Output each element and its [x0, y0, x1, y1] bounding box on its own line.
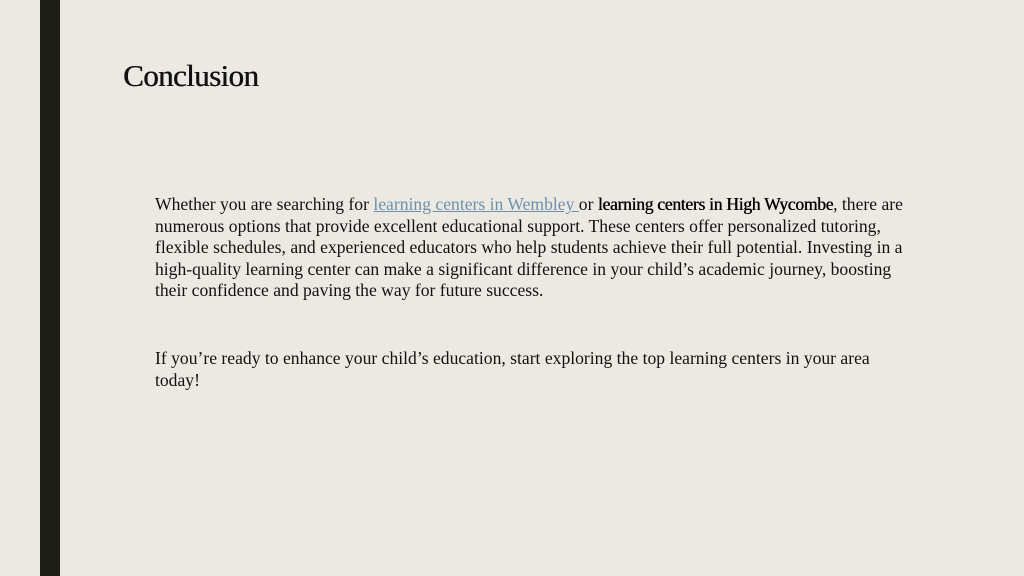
paragraph-call-to-action: If you’re ready to enhance your child’s education, start exploring the top learning centers in your area today!	[155, 347, 870, 390]
slide-title: Conclusion	[123, 58, 259, 93]
left-accent-bar	[40, 0, 60, 576]
slide-body	[155, 194, 915, 391]
link-learning-centers-wembley[interactable]: learning centers in Wembley	[373, 194, 579, 214]
intro-text: Whether you are searching for	[155, 194, 374, 214]
paragraph-intro	[155, 194, 915, 302]
paragraph-rest-text: , there are numerous options that provide excellent educational support. These centers offer personalized tutoring, flexible schedules, and experienced educators who help students achieve their full potential. Investing in a high-quality learning center can make a significant difference in your child’s academic journey, boosting their confidence and paving the way for future success.	[155, 194, 903, 301]
highlight-learning-centers-high-wycombe: learning centers in High Wycombe	[597, 194, 834, 214]
connector-text: or	[578, 194, 598, 214]
